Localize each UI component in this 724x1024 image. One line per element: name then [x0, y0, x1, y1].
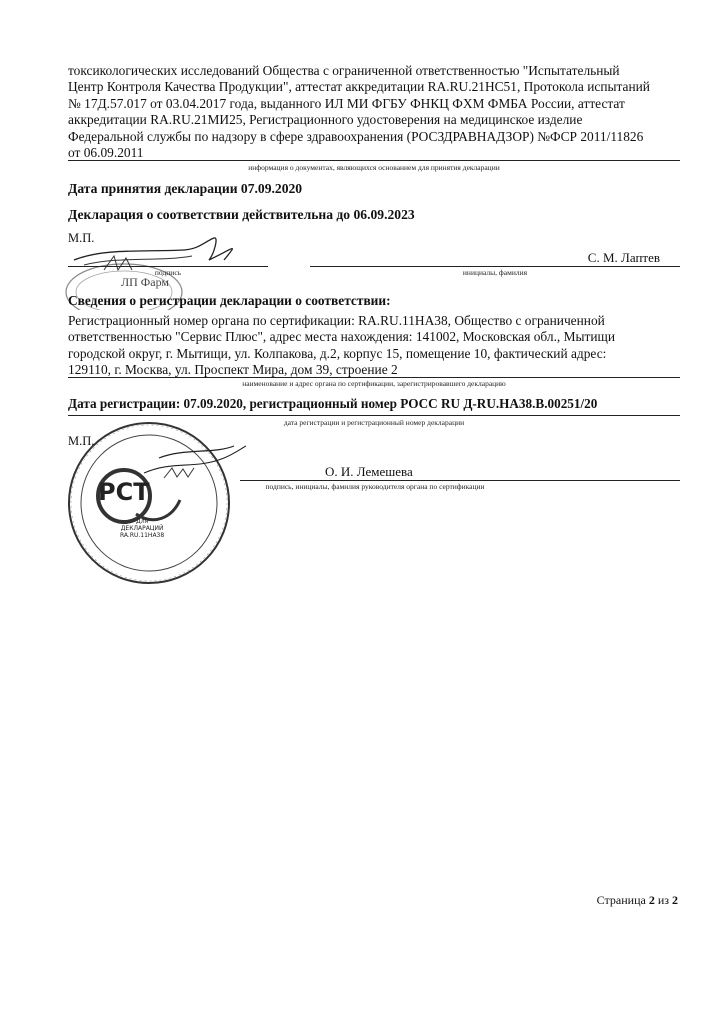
validity-date: Декларация о соответствии действительна до 06.09.2023	[68, 207, 415, 222]
certification-body-seal	[64, 418, 254, 588]
signature-line	[68, 266, 268, 267]
mp-label-2: М.П.	[68, 434, 95, 448]
applicant-name: С. М. Лаптев	[587, 250, 660, 265]
registration-heading: Сведения о регистрации декларации о соответствии:	[68, 293, 391, 308]
basis-line: Федеральной службы по надзору в сфере здравоохранения (РОСЗДРАВНАДЗОР) №ФСР 2011/11826	[68, 128, 644, 144]
registration-rule	[68, 377, 680, 378]
basis-line: Центр Контроля Качества Продукции", аттестат аккредитации RA.RU.21НС51, Протокола испытаний	[68, 79, 650, 95]
registration-caption: наименование и адрес органа по сертификации, зарегистрировавшего декларацию	[242, 379, 506, 388]
acceptance-date: Дата принятия декларации 07.09.2020	[68, 181, 303, 196]
page-prefix: Страница	[596, 893, 649, 907]
basis-rule	[68, 160, 680, 161]
registration-line: городской округ, г. Мытищи, ул. Колпакова, д.2, корпус 15, помещение 10, фактический адрес:	[68, 345, 607, 361]
basis-line: от 06.09.2011	[68, 145, 144, 161]
certifier-name: О. И. Лемешева	[325, 464, 413, 479]
seal-line: ДЕКЛАРАЦИЙ	[120, 525, 164, 532]
registration-date-rule	[68, 415, 680, 416]
registration-line: ответственностью "Сервис Плюс", адрес места нахождения: 141002, Московская обл., Мытищи	[68, 329, 616, 345]
basis-documents-text	[68, 63, 680, 161]
seal-line: Для	[136, 518, 149, 525]
seal-line: RA.RU.11НА38	[120, 532, 165, 539]
basis-line: токсикологических исследований Общества с ограниченной ответственностью "Испытательный	[68, 63, 620, 78]
page-number	[560, 893, 678, 908]
seal-center-text: РСТ	[98, 478, 150, 506]
basis-line: аккредитации RA.RU.21МИ25, Регистрационного удостоверения на медицинское изделие	[68, 112, 583, 128]
page-current: 2	[648, 893, 655, 907]
basis-caption: информация о документах, являющихся основанием для принятия декларации	[248, 163, 500, 172]
mp-label: М.П.	[68, 231, 95, 245]
page-total: 2	[672, 893, 678, 907]
name-caption: инициалы, фамилия	[462, 268, 528, 277]
name-line	[310, 266, 680, 267]
seal-caption	[120, 518, 164, 539]
certifier-line	[240, 480, 680, 481]
basis-line: № 17Д.57.017 от 03.04.2017 года, выданного ИЛ МИ ФГБУ ФНКЦ ФХМ ФМБА России, аттестат	[68, 95, 625, 111]
registration-line: 129110, г. Москва, ул. Проспект Мира, дом 39, строение 2	[68, 362, 398, 378]
registration-body	[68, 313, 680, 379]
page-middle: из	[654, 893, 672, 907]
certifier-caption: подпись, инициалы, фамилия руководителя органа по сертификации	[265, 482, 485, 491]
registration-line: Регистрационный номер органа по сертификации: RA.RU.11НА38, Общество с ограниченной	[68, 313, 605, 328]
applicant-stamp-text: ЛП Фарм	[120, 275, 170, 289]
registration-date: Дата регистрации: 07.09.2020, регистрационный номер РОСС RU Д-RU.НА38.В.00251/20	[68, 396, 598, 411]
signature-caption: подпись	[154, 268, 182, 277]
registration-date-caption: дата регистрации и регистрационный номер декларации	[283, 418, 465, 427]
